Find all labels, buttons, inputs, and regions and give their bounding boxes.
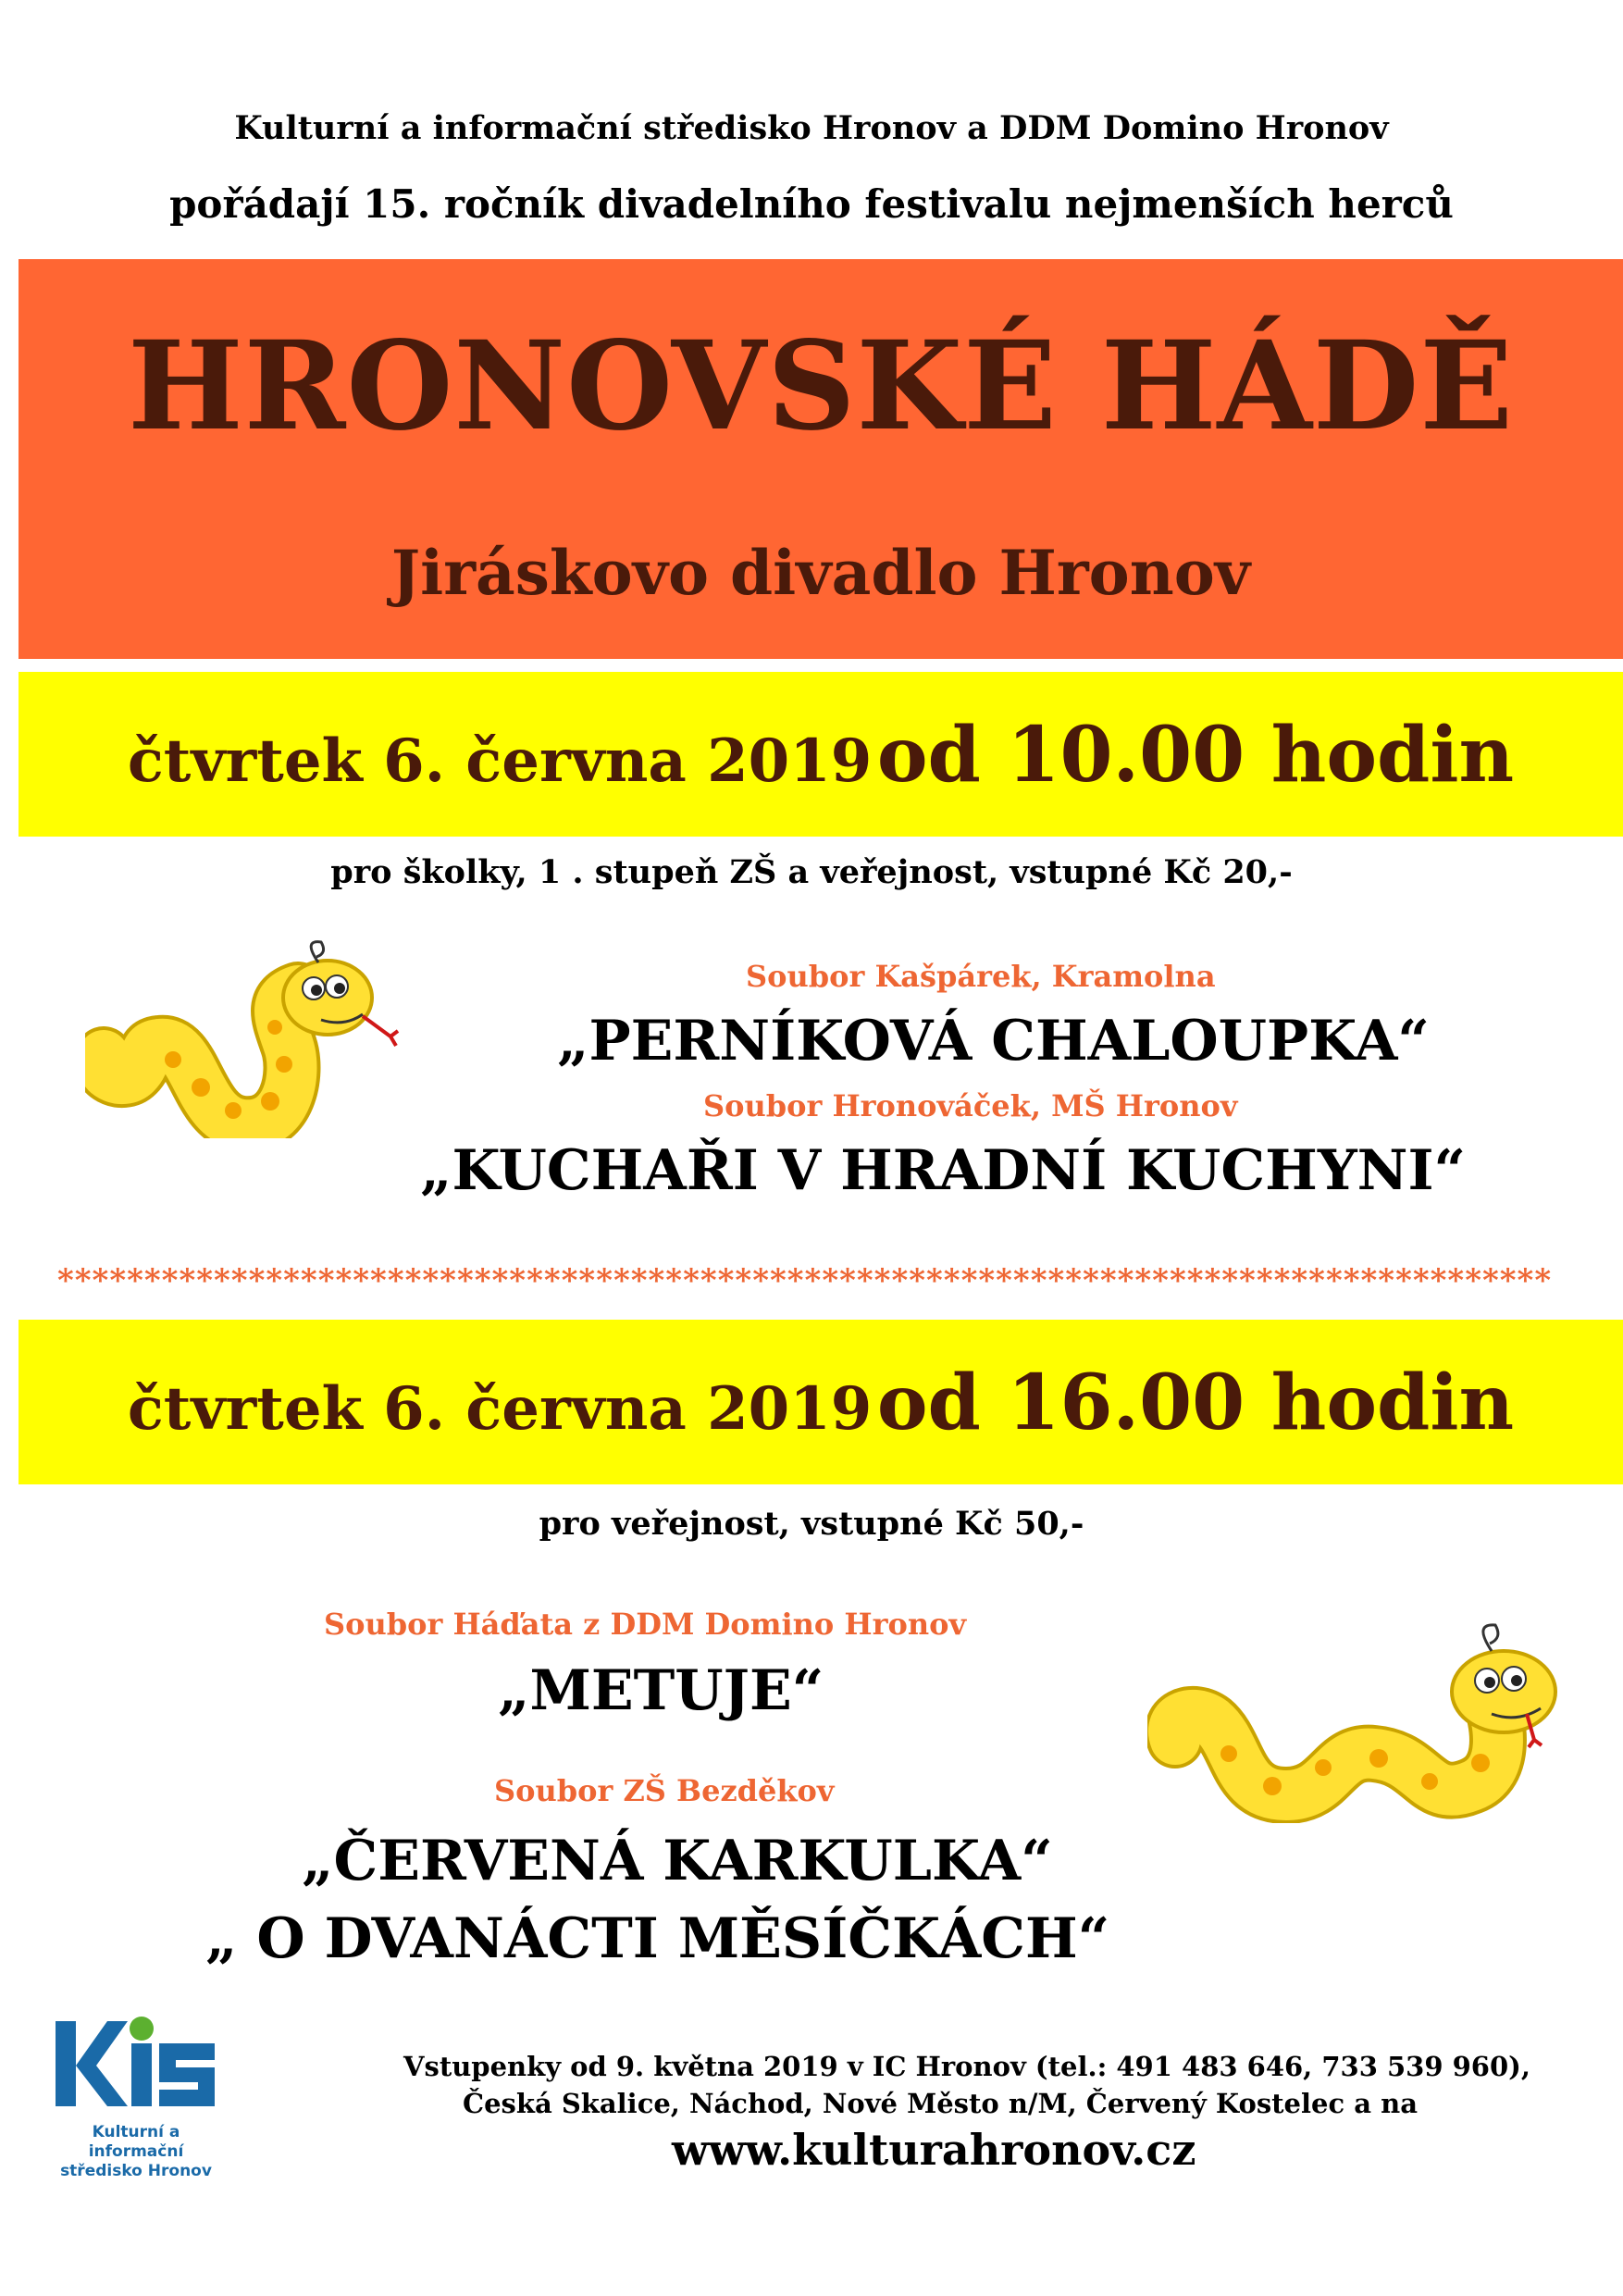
- snake-illustration-1: [85, 935, 437, 1138]
- logo-caption-line-2: středisko Hronov: [60, 2162, 212, 2180]
- snake-illustration-2: [1147, 1610, 1573, 1823]
- session1-audience: pro školky, 1 . stupeň ZŠ a veřejnost, vstupné Kč 20,-: [330, 853, 1293, 891]
- session1-play-2: „KUCHAŘI V HRADNÍ KUCHYNI“: [420, 1138, 1467, 1203]
- session2-date-banner: [19, 1320, 1623, 1484]
- tickets-info-line-2: Česká Skalice, Náchod, Nové Město n/M, Červený Kostelec a na: [463, 2088, 1418, 2119]
- session2-play-2: „ČERVENÁ KARKULKA“: [302, 1829, 1053, 1893]
- kis-logo-caption: [48, 2123, 224, 2181]
- session2-date: čtvrtek 6. června 2019: [127, 1374, 873, 1444]
- logo-caption-line-1: Kulturní a informační: [88, 2123, 184, 2161]
- kis-logo-mark: [48, 2008, 224, 2119]
- festival-intro-line: pořádají 15. ročník divadelního festivalu nejmenších herců: [169, 181, 1454, 227]
- session2-play-2-subtitle: „ O DVANÁCTI MĚSÍČKÁCH“: [205, 1906, 1110, 1971]
- session1-group-1: Soubor Kašpárek, Kramolna: [746, 959, 1216, 994]
- website-link[interactable]: www.kulturahronov.cz: [672, 2125, 1196, 2175]
- session2-group-1: Soubor Háďata z DDM Domino Hronov: [324, 1607, 967, 1642]
- session2-datetime: [19, 1359, 1623, 1447]
- session1-date-banner: [19, 672, 1623, 837]
- festival-title: HRONOVSKÉ HÁDĚ: [128, 315, 1514, 458]
- session2-time: od 16.00 hodin: [876, 1359, 1515, 1447]
- session2-group-2: Soubor ZŠ Bezděkov: [494, 1773, 835, 1808]
- session1-play-1: „PERNÍKOVÁ CHALOUPKA“: [557, 1009, 1430, 1074]
- organizers-line: Kulturní a informační středisko Hronov a DDM Domino Hronov: [234, 109, 1389, 147]
- hero-banner: [19, 259, 1623, 659]
- session1-time: od 10.00 hodin: [876, 711, 1515, 800]
- star-separator: **************************************************************************************: [57, 1262, 1553, 1299]
- session1-datetime: [19, 711, 1623, 800]
- tickets-info-line-1: Vstupenky od 9. května 2019 v IC Hronov (tel.: 491 483 646, 733 539 960),: [403, 2051, 1530, 2082]
- session2-play-1: „METUJE“: [498, 1658, 824, 1723]
- kis-logo: [48, 2008, 224, 2180]
- session1-group-2: Soubor Hronováček, MŠ Hronov: [703, 1088, 1238, 1123]
- venue-name: Jiráskovo divadlo Hronov: [390, 537, 1251, 609]
- session2-audience: pro veřejnost, vstupné Kč 50,-: [539, 1505, 1084, 1543]
- session1-date: čtvrtek 6. června 2019: [127, 726, 873, 796]
